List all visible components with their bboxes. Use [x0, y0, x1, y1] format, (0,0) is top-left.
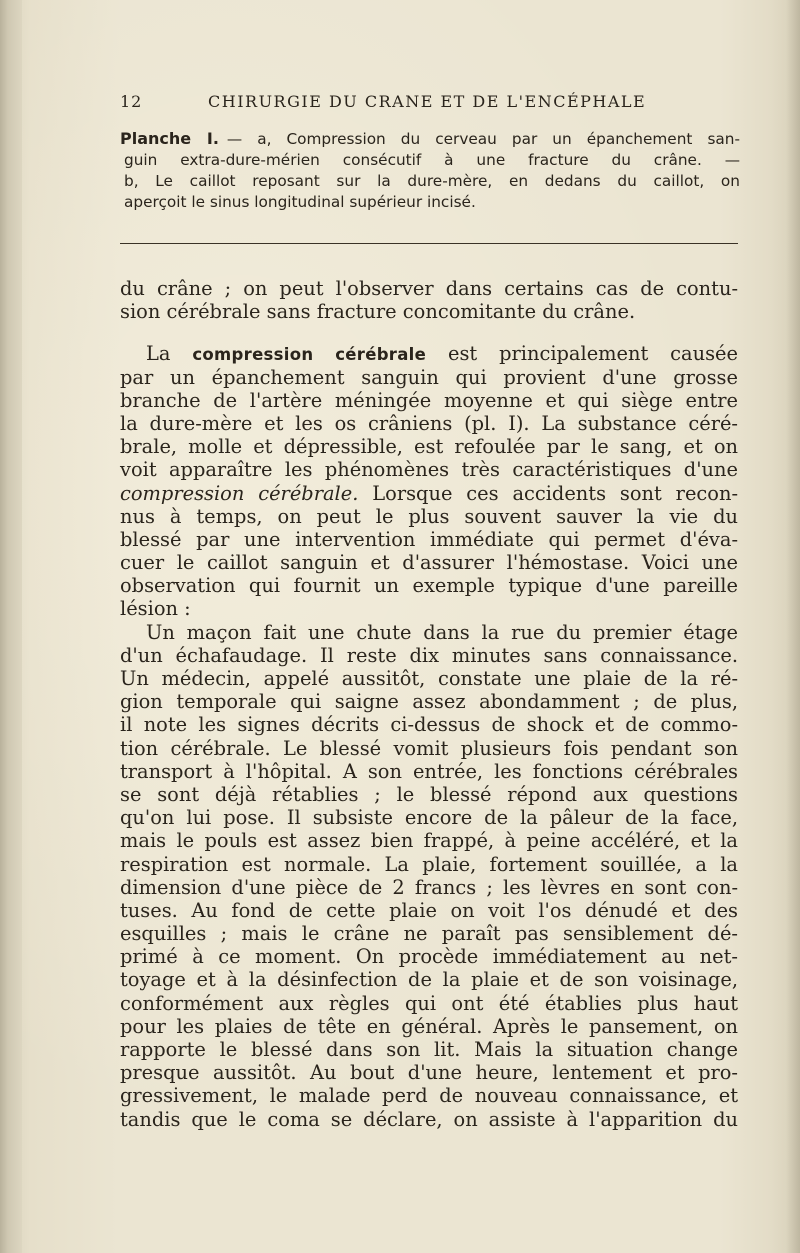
text-line: nus à temps, on peut le plus souvent sauver la vie du: [120, 504, 738, 528]
plate-label: Planche I.: [120, 129, 219, 148]
text-line: La compression cérébrale est principalement causée: [146, 342, 738, 366]
body-text: [120, 277, 738, 1131]
text-line: gion temporale qui saigne assez abondamment ; de plus,: [120, 690, 738, 714]
page-edge-shadow: [786, 0, 800, 1253]
text-line: il note les signes décrits ci-dessus de shock et de commo-: [120, 713, 738, 737]
text-line: conformément aux règles qui ont été établies plus haut: [120, 991, 738, 1015]
text-line: se sont déjà rétablies ; le blessé répond aux questions: [120, 782, 738, 806]
text-line: blessé par une intervention immédiate qui permet d'éva-: [120, 527, 738, 551]
text-line: voit apparaître les phénomènes très caractéristiques d'une: [120, 458, 738, 482]
text-line: du crâne ; on peut l'observer dans certains cas de contu-: [120, 277, 738, 300]
text-line: dimension d'une pièce de 2 francs ; les lèvres en sont con-: [120, 875, 738, 899]
text-line: pour les plaies de tête en général. Après le pansement, on: [120, 1014, 738, 1038]
plate-caption: [120, 128, 740, 213]
running-header: [120, 92, 740, 116]
text-line: compression cérébrale. Lorsque ces accidents sont recon-: [120, 481, 739, 505]
text-line: Un maçon fait une chute dans la rue du premier étage: [146, 620, 738, 644]
emphasis-term: compression cérébrale: [192, 345, 427, 365]
text-line: sion cérébrale sans fracture concomitante du crâne.: [120, 300, 636, 324]
text-line: tandis que le coma se déclare, on assiste à l'apparition du: [120, 1107, 738, 1131]
text-line: cuer le caillot sanguin et d'assurer l'hémostase. Voici une: [120, 551, 738, 575]
text-line: mais le pouls est assez bien frappé, à peine accéléré, et la: [120, 829, 738, 853]
caption-line: b, Le caillot reposant sur la dure-mère, en dedans du caillot, on: [124, 172, 740, 190]
running-title: CHIRURGIE DU CRANE ET DE L'ENCÉPHALE: [208, 92, 647, 111]
text-line: gressivement, le malade perd de nouveau connaissance, et: [120, 1084, 738, 1108]
text-line: primé à ce moment. On procède immédiatement au net-: [120, 945, 738, 969]
text-line: rapporte le blessé dans son lit. Mais la situation change: [120, 1038, 738, 1061]
italic-term: compression cérébrale.: [120, 481, 359, 505]
page-spine-shadow: [0, 0, 22, 1253]
text-line: toyage et à la désinfection de la plaie et de son voisinage,: [120, 968, 738, 992]
text-line: lésion :: [120, 597, 191, 621]
text-line: tuses. Au fond de cette plaie on voit l'os dénudé et des: [120, 898, 738, 922]
text-line: transport à l'hôpital. A son entrée, les fonctions cérébrales: [120, 759, 738, 783]
text-line: qu'on lui pose. Il subsiste encore de la pâleur de la face,: [120, 806, 738, 830]
text-line: esquilles ; mais le crâne ne paraît pas sensiblement dé-: [120, 922, 738, 946]
text-line: d'un échafaudage. Il reste dix minutes sans connaissance.: [120, 643, 738, 667]
text-line: la dure-mère et les os crâniens (pl. I). La substance céré-: [120, 411, 738, 435]
text-line: par un épanchement sanguin qui provient d'une grosse: [120, 365, 738, 389]
caption-divider: [120, 243, 738, 244]
caption-line: aperçoit le sinus longitudinal supérieur incisé.: [124, 193, 476, 211]
text-line: respiration est normale. La plaie, fortement souillée, a la: [120, 852, 738, 876]
text-line: branche de l'artère méningée moyenne et qui siège entre: [120, 388, 738, 412]
page-number: 12: [120, 92, 143, 111]
text-line: presque aussitôt. Au bout d'une heure, lentement et pro-: [120, 1061, 738, 1085]
text-line: brale, molle et dépressible, est refoulée par le sang, et on: [120, 435, 738, 459]
text-line: observation qui fournit un exemple typique d'une pareille: [120, 574, 738, 598]
caption-line: Planche I. — a, Compression du cerveau par un épanchement san-: [120, 129, 740, 148]
text-line: Un médecin, appelé aussitôt, constate une plaie de la ré-: [120, 667, 738, 690]
caption-line: guin extra-dure-mérien consécutif à une fracture du crâne. —: [124, 151, 740, 169]
text-line: tion cérébrale. Le blessé vomit plusieurs fois pendant son: [120, 736, 738, 760]
